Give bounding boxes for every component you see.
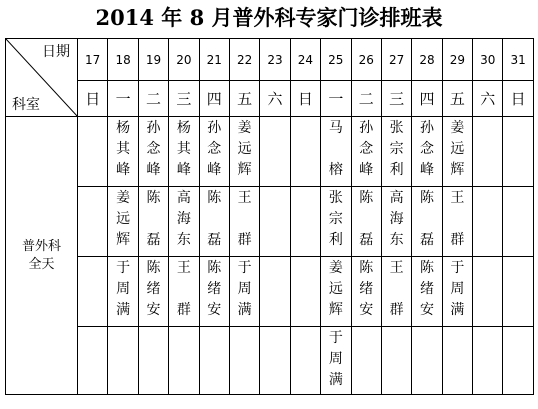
department-session: 全天 <box>28 256 55 272</box>
weekday-cell: 五 <box>442 81 472 117</box>
date-cell: 26 <box>351 39 381 81</box>
weekday-cell: 一 <box>321 81 351 117</box>
doctor-cell <box>503 117 533 187</box>
doctor-cell <box>199 187 229 257</box>
doctor-name: 孙 念 峰 <box>207 120 222 178</box>
doctor-cell <box>381 117 411 187</box>
weekday-cell: 五 <box>229 81 259 117</box>
date-cell: 24 <box>290 39 320 81</box>
date-cell: 25 <box>321 39 351 81</box>
date-cell: 21 <box>199 39 229 81</box>
date-cell: 23 <box>260 39 290 81</box>
doctor-cell <box>473 257 503 327</box>
doctor-cell <box>351 117 381 187</box>
doctor-cell <box>381 327 411 395</box>
doctor-name: 陈 绪 安 <box>359 260 374 318</box>
doctor-cell <box>321 327 351 395</box>
doctor-name: 陈 磊 <box>146 190 161 248</box>
doctor-name: 杨 其 峰 <box>176 120 191 178</box>
weekday-cell: 日 <box>503 81 533 117</box>
doctor-name: 王 群 <box>450 190 465 248</box>
doctor-cell <box>503 327 533 395</box>
weekday-cell: 六 <box>473 81 503 117</box>
doctor-name: 张 宗 利 <box>328 190 343 248</box>
doctor-cell <box>321 117 351 187</box>
doctor-name: 姜 远 辉 <box>328 260 343 318</box>
doctor-cell <box>199 327 229 395</box>
doctor-name: 于 周 满 <box>450 260 465 318</box>
doctor-cell <box>442 187 472 257</box>
doctor-cell <box>290 187 320 257</box>
doctor-name: 王 群 <box>237 190 252 248</box>
doctor-cell <box>229 187 259 257</box>
doctor-cell <box>229 257 259 327</box>
doctor-cell <box>351 327 381 395</box>
doctor-name: 姜 远 辉 <box>450 120 465 178</box>
doctor-name: 王 群 <box>176 260 191 318</box>
doctor-cell <box>473 327 503 395</box>
weekday-cell: 日 <box>78 81 108 117</box>
doctor-name: 陈 磊 <box>419 190 434 248</box>
doctor-name: 于 周 满 <box>328 330 343 388</box>
doctor-cell <box>442 327 472 395</box>
doctor-cell <box>169 187 199 257</box>
doctor-cell <box>412 117 442 187</box>
doctor-cell <box>108 117 138 187</box>
date-cell: 28 <box>412 39 442 81</box>
weekday-cell: 一 <box>108 81 138 117</box>
doctor-name: 张 宗 利 <box>389 120 404 178</box>
department-header-label: 科室 <box>12 97 40 113</box>
doctor-cell <box>290 117 320 187</box>
doctor-cell <box>199 257 229 327</box>
doctor-name: 于 周 满 <box>116 260 131 318</box>
doctor-name: 孙 念 峰 <box>146 120 161 178</box>
doctor-cell <box>138 187 168 257</box>
doctor-cell <box>78 187 108 257</box>
doctor-name: 陈 磊 <box>207 190 222 248</box>
doctor-name: 姜 远 辉 <box>116 190 131 248</box>
date-cell: 27 <box>381 39 411 81</box>
doctor-name: 孙 念 峰 <box>419 120 434 178</box>
doctor-name: 陈 绪 安 <box>419 260 434 318</box>
doctor-cell <box>138 257 168 327</box>
date-cell: 18 <box>108 39 138 81</box>
doctor-cell <box>108 327 138 395</box>
weekday-cell: 四 <box>199 81 229 117</box>
schedule-table <box>5 38 534 395</box>
schedule-row <box>6 257 534 327</box>
schedule-row <box>6 117 534 187</box>
doctor-cell <box>169 117 199 187</box>
doctor-cell <box>260 187 290 257</box>
doctor-name: 王 群 <box>389 260 404 318</box>
doctor-name: 陈 绪 安 <box>146 260 161 318</box>
doctor-cell <box>351 257 381 327</box>
date-cell: 31 <box>503 39 533 81</box>
doctor-cell <box>503 187 533 257</box>
doctor-name: 高 海 东 <box>176 190 191 248</box>
doctor-cell <box>138 117 168 187</box>
doctor-cell <box>290 327 320 395</box>
doctor-name: 高 海 东 <box>389 190 404 248</box>
doctor-cell <box>351 187 381 257</box>
doctor-cell <box>321 257 351 327</box>
department-name: 普外科 <box>21 238 61 254</box>
schedule-row <box>6 327 534 395</box>
doctor-cell <box>473 117 503 187</box>
doctor-cell <box>473 187 503 257</box>
doctor-cell <box>442 257 472 327</box>
doctor-name: 陈 磊 <box>359 190 374 248</box>
doctor-cell <box>412 257 442 327</box>
doctor-name: 孙 念 峰 <box>359 120 374 178</box>
doctor-cell <box>381 187 411 257</box>
date-cell: 19 <box>138 39 168 81</box>
doctor-name: 姜 远 辉 <box>237 120 252 178</box>
doctor-cell <box>412 187 442 257</box>
doctor-cell <box>169 327 199 395</box>
date-cell: 29 <box>442 39 472 81</box>
doctor-name: 陈 绪 安 <box>207 260 222 318</box>
doctor-cell <box>78 327 108 395</box>
header-corner-cell <box>6 39 78 117</box>
doctor-name: 杨 其 峰 <box>116 120 131 178</box>
doctor-cell <box>78 117 108 187</box>
doctor-cell <box>229 327 259 395</box>
weekday-cell: 二 <box>138 81 168 117</box>
doctor-cell <box>108 187 138 257</box>
doctor-name: 于 周 满 <box>237 260 252 318</box>
schedule-row <box>6 187 534 257</box>
doctor-cell <box>381 257 411 327</box>
date-cell: 22 <box>229 39 259 81</box>
doctor-cell <box>78 257 108 327</box>
weekday-cell: 三 <box>169 81 199 117</box>
doctor-cell <box>442 117 472 187</box>
doctor-cell <box>321 187 351 257</box>
weekday-cell: 六 <box>260 81 290 117</box>
weekday-cell: 四 <box>412 81 442 117</box>
doctor-cell <box>199 117 229 187</box>
doctor-cell <box>290 257 320 327</box>
doctor-cell <box>108 257 138 327</box>
doctor-cell <box>169 257 199 327</box>
date-cell: 30 <box>473 39 503 81</box>
weekday-cell: 三 <box>381 81 411 117</box>
department-cell <box>6 117 78 395</box>
doctor-name: 马 榕 <box>328 120 343 178</box>
date-cell: 17 <box>78 39 108 81</box>
doctor-cell <box>229 117 259 187</box>
doctor-cell <box>260 117 290 187</box>
doctor-cell <box>260 327 290 395</box>
date-cell: 20 <box>169 39 199 81</box>
weekday-cell: 二 <box>351 81 381 117</box>
doctor-cell <box>138 327 168 395</box>
page-title: 2014 年 8 月普外科专家门诊排班表 <box>95 5 443 30</box>
doctor-cell <box>412 327 442 395</box>
weekday-cell: 日 <box>290 81 320 117</box>
doctor-cell <box>503 257 533 327</box>
doctor-cell <box>260 257 290 327</box>
date-header-label: 日期 <box>42 44 70 60</box>
